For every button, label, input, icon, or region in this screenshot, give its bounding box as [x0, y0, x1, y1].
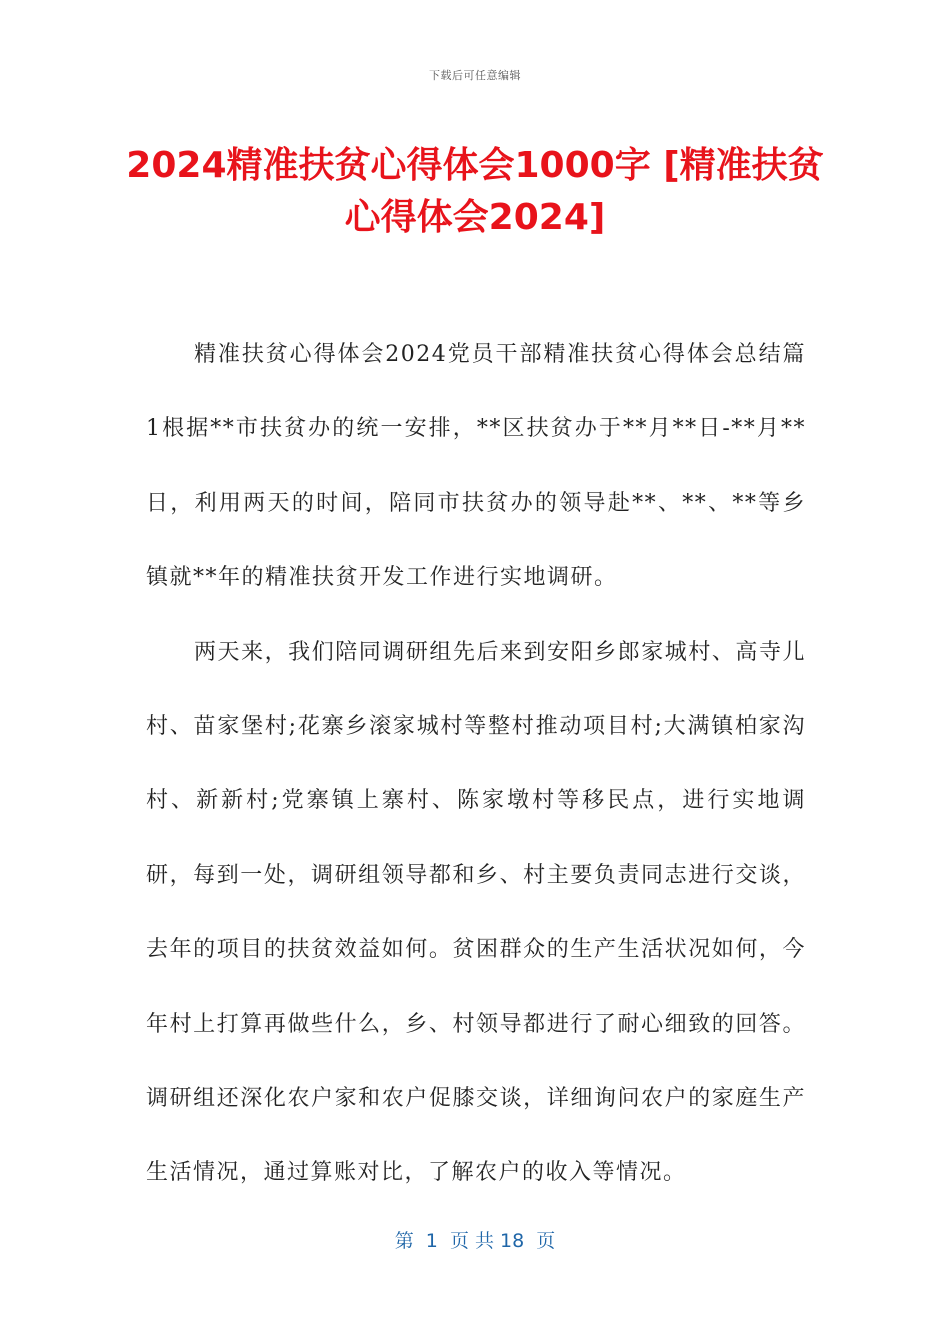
page-number-footer: 第 1 页 共 18 页 — [394, 1230, 556, 1252]
document-body — [146, 318, 806, 1211]
body-paragraph: 两天来，我们陪同调研组先后来到安阳乡郎家城村、高寺儿村、苗家堡村;花寨乡滚家城村等整村推动项目村;大满镇柏家沟村、新新村;党寨镇上寨村、陈家墩村等移民点，进行实地调研，每到一处，调研组领导都和乡、村主要负责同志进行交谈，去年的项目的扶贫效益如何。贫困群众的生产生活状况如何，今年村上打算再做些什么，乡、村领导都进行了耐心细致的回答。调研组还深化农户家和农户促膝交谈，详细询问农户的家庭生产生活情况，通过算账对比，了解农户的收入等情况。 — [146, 639, 806, 1186]
header-note: 下载后可任意编辑 — [429, 69, 521, 82]
body-paragraph: 精准扶贫心得体会2024党员干部精准扶贫心得体会总结篇1根据**市扶贫办的统一安排，**区扶贫办于**月**日-**月**日，利用两天的时间，陪同市扶贫办的领导赴**、**、**等乡镇就**年的精准扶贫开发工作进行实地调研。 — [146, 342, 806, 591]
document-title: 2024精准扶贫心得体会1000字 [精准扶贫心得体会2024] — [126, 145, 824, 238]
